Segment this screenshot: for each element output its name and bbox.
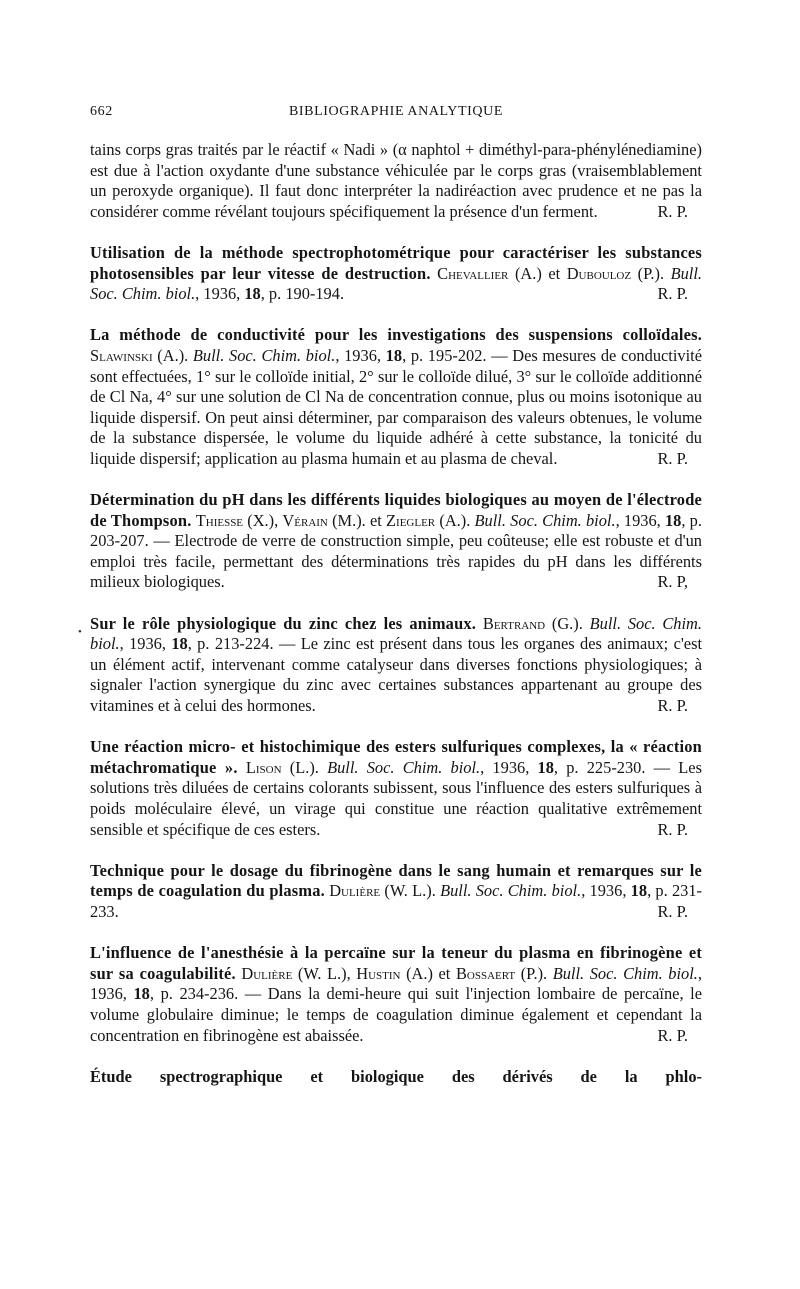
entry-author-initial: (A.) et (508, 263, 567, 283)
entry-abstract: — Electrode de verre de construction simple, peu coûteuse; elle est robuste et d'un emploi très facile, permettant des déterminations très rapides du pH dans les différents milieux biologiques. (90, 531, 702, 592)
entry-journal: Bull. Soc. Chim. biol. (552, 963, 698, 983)
entry-author: Chevallier (437, 263, 509, 283)
entry-volume: 18 (664, 510, 682, 530)
entry-pages: , p. 203-207. (90, 510, 702, 551)
entry-pages: , p. 195-202. (402, 345, 487, 365)
entry-signature: R. P. (657, 284, 688, 304)
entry-author: Dulière (329, 881, 381, 901)
entry-author: Bertrand (482, 613, 546, 633)
bibliography-entry (90, 614, 702, 717)
entry-pages: , p. 225-230. (553, 757, 646, 777)
trailing-entry-title: Étude spectrographique et biologique des dérivés de la phlo- (90, 1066, 702, 1086)
entry-journal: Bull. Soc. Chim. biol. (327, 757, 481, 777)
entry-author-initial: (P.). (515, 963, 553, 983)
entry-volume: 18 (171, 634, 188, 654)
entry-journal: Bull. Soc. Chim. biol. (90, 613, 702, 654)
entry-author: Ziegler (386, 510, 436, 530)
entry-pages: , p. 231-233. (90, 881, 702, 921)
entry-year: , 1936, (335, 345, 386, 365)
entry-author-initial: (P.). (631, 263, 671, 283)
entry-year: , 1936, (90, 963, 702, 1004)
bibliography-entry (90, 943, 702, 1046)
entry-title: La méthode de conductivité pour les investigations des suspensions colloïdales. (90, 325, 702, 345)
entry-title: Détermination du pH dans les différents liquides biologiques au moyen de l'électrode de Thompson. (90, 490, 702, 530)
entry-author-initial: (A.). (435, 510, 475, 530)
entry-year: , 1936, (581, 881, 631, 901)
entry-pages: , p. 213-224. (187, 634, 274, 654)
entry-author: Slawinski (90, 345, 153, 365)
entry-author-initial: (A.) et (400, 963, 456, 983)
entry-volume: 18 (244, 284, 261, 304)
entry-journal: Bull. Soc. Chim. biol. (90, 263, 702, 304)
entry-continuation (90, 140, 702, 222)
bibliography-entry (90, 490, 702, 593)
bibliography-entry (90, 325, 702, 469)
entry-volume: 18 (630, 881, 648, 901)
entry-author-initial: (G.). (545, 613, 590, 633)
entry-signature: R. P. (657, 1025, 688, 1045)
entry-abstract: — Le zinc est présent dans tous les organes des animaux; c'est un élément actif, intervenant comme catalyseur dans diverses fonctions physiologiques; à signaler l'action synergique du zinc avec certaines substances appartenant au groupe des vitamines et à celui des hormones. (90, 634, 703, 716)
bibliography-column (90, 140, 702, 1087)
entry-author-initial: (X.), (243, 510, 283, 530)
entry-year: , 1936, (119, 634, 172, 654)
entry-volume: 18 (537, 757, 554, 777)
entry-volume: 18 (133, 984, 150, 1004)
entry-author-initial: (A.). (152, 345, 193, 365)
entry-title: L'influence de l'anesthésie à la percaïne sur la teneur du plasma en fibrinogène et sur sa coagulabilité. (90, 943, 702, 983)
entry-journal: Bull. Soc. Chim. biol. (474, 510, 616, 530)
entry-abstract: tains corps gras traités par le réactif « Nadi » (α naphtol + diméthyl-para-phénylénediamine) est due à l'action oxydante d'une substance véhiculée par le corps gras (vraisemblablement un peroxyde organique). Il faut donc interpréter la nadiréaction avec prudence et ne pas la considérer comme révélant toujours spécifiquement la présence d'un ferment. (90, 140, 702, 221)
entry-author-initial: (M.). et (327, 510, 387, 530)
entry-author-initial: (L.). (281, 757, 328, 777)
entry-year: , 1936, (195, 284, 245, 304)
entry-author: Dubouloz (566, 263, 632, 283)
entry-author: Vérain (282, 510, 328, 530)
entry-abstract: — Les solutions très diluées de certains colorants subissent, sous l'influence des esters sulfuriques à poids moléculaire élevé, un virage qui constitue une réaction qualitative extrêmement sensible et spécifique de ces esters. (90, 757, 702, 839)
margin-mark: • (78, 626, 82, 638)
entry-abstract: — Des mesures de conductivité sont effectuées, 1° sur le colloïde initial, 2° sur le colloïde dilué, 3° sur le colloïde additionné de Cl Na, 4° sur une solution de Cl Na de concentration connue, plus ou moins isotonique au liquide dispersif. On peut ainsi déterminer, par comparaison des valeurs obtenues, le volume de la substance dispersée, le volume du liquide adhéré à cette substance, la tonicité du liquide dispersif; application au plasma humain et au plasma de cheval. (90, 345, 702, 468)
entry-signature: R. P. (657, 201, 688, 221)
entry-author: Dulière (241, 963, 293, 983)
entry-title: Technique pour le dosage du fibrinogène dans le sang humain et remarques sur le temps de coagulation du plasma. (90, 860, 702, 901)
entry-signature: R. P. (657, 819, 688, 839)
entry-pages: , p. 190-194. (260, 284, 345, 304)
entry-signature: R. P, (657, 572, 688, 592)
running-title: BIBLIOGRAPHIE ANALYTIQUE (288, 104, 504, 119)
entry-title: Une réaction micro- et histochimique des esters sulfuriques complexes, la « réaction métachromatique ». (90, 737, 702, 777)
entry-volume: 18 (385, 345, 403, 365)
entry-year: , 1936, (615, 510, 665, 530)
entry-author: Bossaert (455, 963, 516, 983)
entry-journal: Bull. Soc. Chim. biol. (192, 345, 336, 365)
entry-author: Thiesse (195, 510, 244, 530)
entry-year: , 1936, (480, 757, 538, 777)
entry-signature: R. P. (657, 901, 688, 921)
entry-author: Lison (245, 757, 282, 777)
entry-title: Utilisation de la méthode spectrophotométrique pour caractériser les substances photosensibles par leur vitesse de destruction. (90, 242, 702, 283)
entry-signature: R. P. (657, 696, 688, 716)
entry-signature: R. P. (657, 448, 688, 468)
page-number: 662 (90, 104, 113, 119)
entry-abstract: — Dans la demi-heure qui suit l'injection lombaire de percaïne, le volume globulaire diminue; le temps de coagulation diminue également et cependant la concentration en fibrinogène est abaissée. (90, 984, 702, 1045)
entry-title: Sur le rôle physiologique du zinc chez les animaux. (90, 613, 477, 633)
bibliography-entry (90, 243, 702, 305)
entry-pages: , p. 234-236. (149, 984, 239, 1004)
entry-journal: Bull. Soc. Chim. biol. (440, 881, 582, 901)
entry-author-initial: (W. L.), (292, 963, 357, 983)
entry-author-initial: (W. L.). (380, 881, 441, 901)
bibliography-entry (90, 861, 702, 923)
bibliography-entry (90, 737, 702, 840)
entry-author: Hustin (356, 963, 401, 983)
